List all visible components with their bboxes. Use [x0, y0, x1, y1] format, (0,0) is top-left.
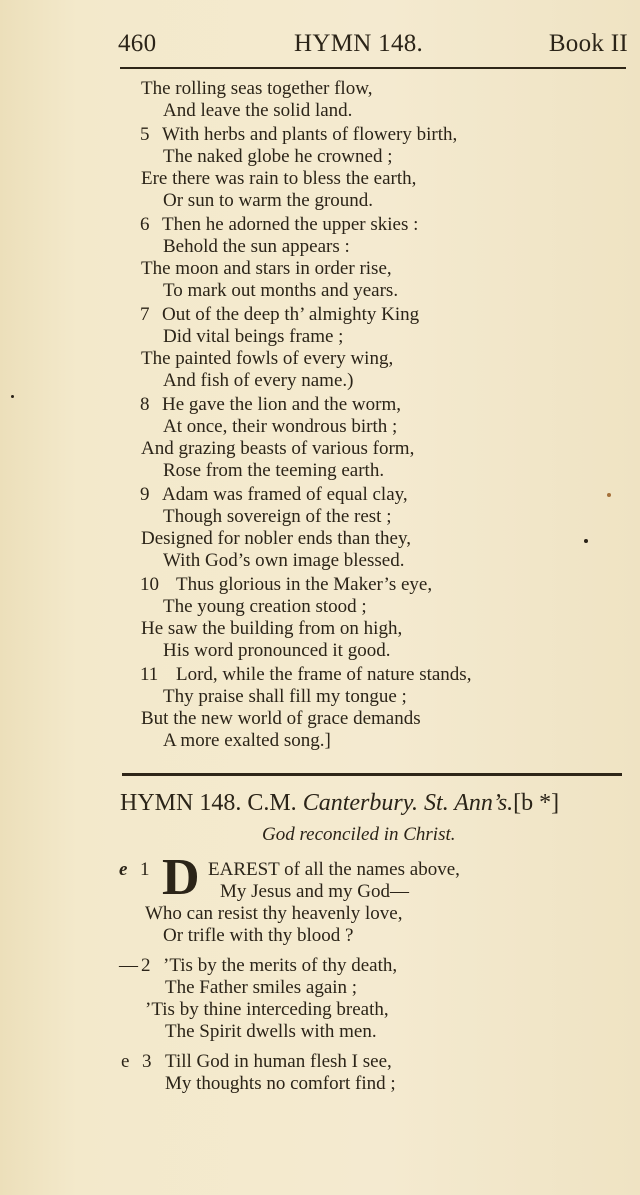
verse-line: The Father smiles again ; — [165, 977, 358, 998]
verse-line: Thy praise shall fill my tongue ; — [163, 686, 407, 707]
verse-line: Behold the sun appears : — [163, 236, 350, 257]
verse-line: Did vital beings frame ; — [163, 326, 344, 347]
verse-line: And fish of every name.) — [163, 370, 354, 391]
verse-line: The naked globe he crowned ; — [163, 146, 393, 167]
verse-line: But the new world of grace demands — [141, 708, 421, 729]
stanza-number: 2 — [141, 955, 151, 976]
hymn-heading — [120, 790, 559, 817]
verse-line: His word pronounced it good. — [163, 640, 391, 661]
section-rule — [122, 773, 622, 776]
stanza-number: 6 — [140, 214, 150, 235]
tune-names: Canterbury. St. Ann’s. — [302, 790, 514, 816]
stanza-number: 8 — [140, 394, 150, 415]
stanza-number: 1 — [140, 859, 150, 880]
hymn-number: HYMN 148. C.M. — [120, 790, 297, 816]
verse-line: Thus glorious in the Maker’s eye, — [176, 574, 433, 595]
verse-line: He saw the building from on high, — [141, 618, 403, 639]
stanza-number: 11 — [140, 664, 159, 685]
verse-line: A more exalted song.] — [163, 730, 331, 751]
verse-line: The moon and stars in order rise, — [141, 258, 392, 279]
verse-line: The Spirit dwells with men. — [165, 1021, 377, 1042]
verse-line: The rolling seas together flow, — [141, 78, 373, 99]
verse-line: With God’s own image blessed. — [163, 550, 405, 571]
verse-line: Who can resist thy heavenly love, — [145, 903, 403, 924]
running-head — [118, 30, 628, 62]
verse-line: ’Tis by the merits of thy death, — [163, 955, 398, 976]
dynamic-mark: e — [121, 1051, 130, 1072]
verse-line: Though sovereign of the rest ; — [163, 506, 392, 527]
verse-line: Then he adorned the upper skies : — [162, 214, 419, 235]
header-rule — [120, 67, 626, 69]
paper-speck — [11, 395, 14, 398]
verse-line: Ere there was rain to bless the earth, — [141, 168, 417, 189]
stanza-number: 10 — [140, 574, 159, 595]
verse-line: At once, their wondrous birth ; — [163, 416, 398, 437]
running-title: HYMN 148. — [294, 30, 424, 57]
verse-line: Designed for nobler ends than they, — [141, 528, 411, 549]
verse-line: With herbs and plants of flowery birth, — [162, 124, 458, 145]
verse-line: My Jesus and my God— — [220, 881, 409, 902]
paper-speck — [584, 539, 588, 543]
bracket-note: [b *] — [513, 790, 560, 816]
verse-line: And leave the solid land. — [163, 100, 353, 121]
dynamic-mark: — — [119, 955, 138, 976]
stanza-number: 9 — [140, 484, 150, 505]
verse-line: My thoughts no comfort find ; — [165, 1073, 396, 1094]
stanza-number: 7 — [140, 304, 150, 325]
stanza-number: 5 — [140, 124, 150, 145]
verse-line: He gave the lion and the worm, — [162, 394, 402, 415]
paper-stain — [607, 493, 611, 497]
verse-line: Out of the deep th’ almighty King — [162, 304, 420, 325]
verse-line: Lord, while the frame of nature stands, — [176, 664, 472, 685]
stanza-number: 3 — [142, 1051, 152, 1072]
verse-line: The painted fowls of every wing, — [141, 348, 394, 369]
verse-line: To mark out months and years. — [163, 280, 399, 301]
verse-line: And grazing beasts of various form, — [141, 438, 415, 459]
verse-line: Till God in human flesh I see, — [165, 1051, 392, 1072]
drop-cap: D — [162, 849, 200, 906]
verse-line: Adam was framed of equal clay, — [162, 484, 408, 505]
dynamic-mark: e — [119, 859, 128, 880]
book-label: Book II — [548, 30, 628, 57]
verse-line: Rose from the teeming earth. — [163, 460, 385, 481]
verse-line: The young creation stood ; — [163, 596, 367, 617]
verse-line: Or trifle with thy blood ? — [163, 925, 354, 946]
verse-line: EAREST of all the names above, — [208, 859, 460, 880]
verse-line: ’Tis by thine interceding breath, — [145, 999, 389, 1020]
page-number: 460 — [118, 30, 157, 57]
verse-line: Or sun to warm the ground. — [163, 190, 374, 211]
hymn-subtitle: God reconciled in Christ. — [262, 824, 456, 845]
